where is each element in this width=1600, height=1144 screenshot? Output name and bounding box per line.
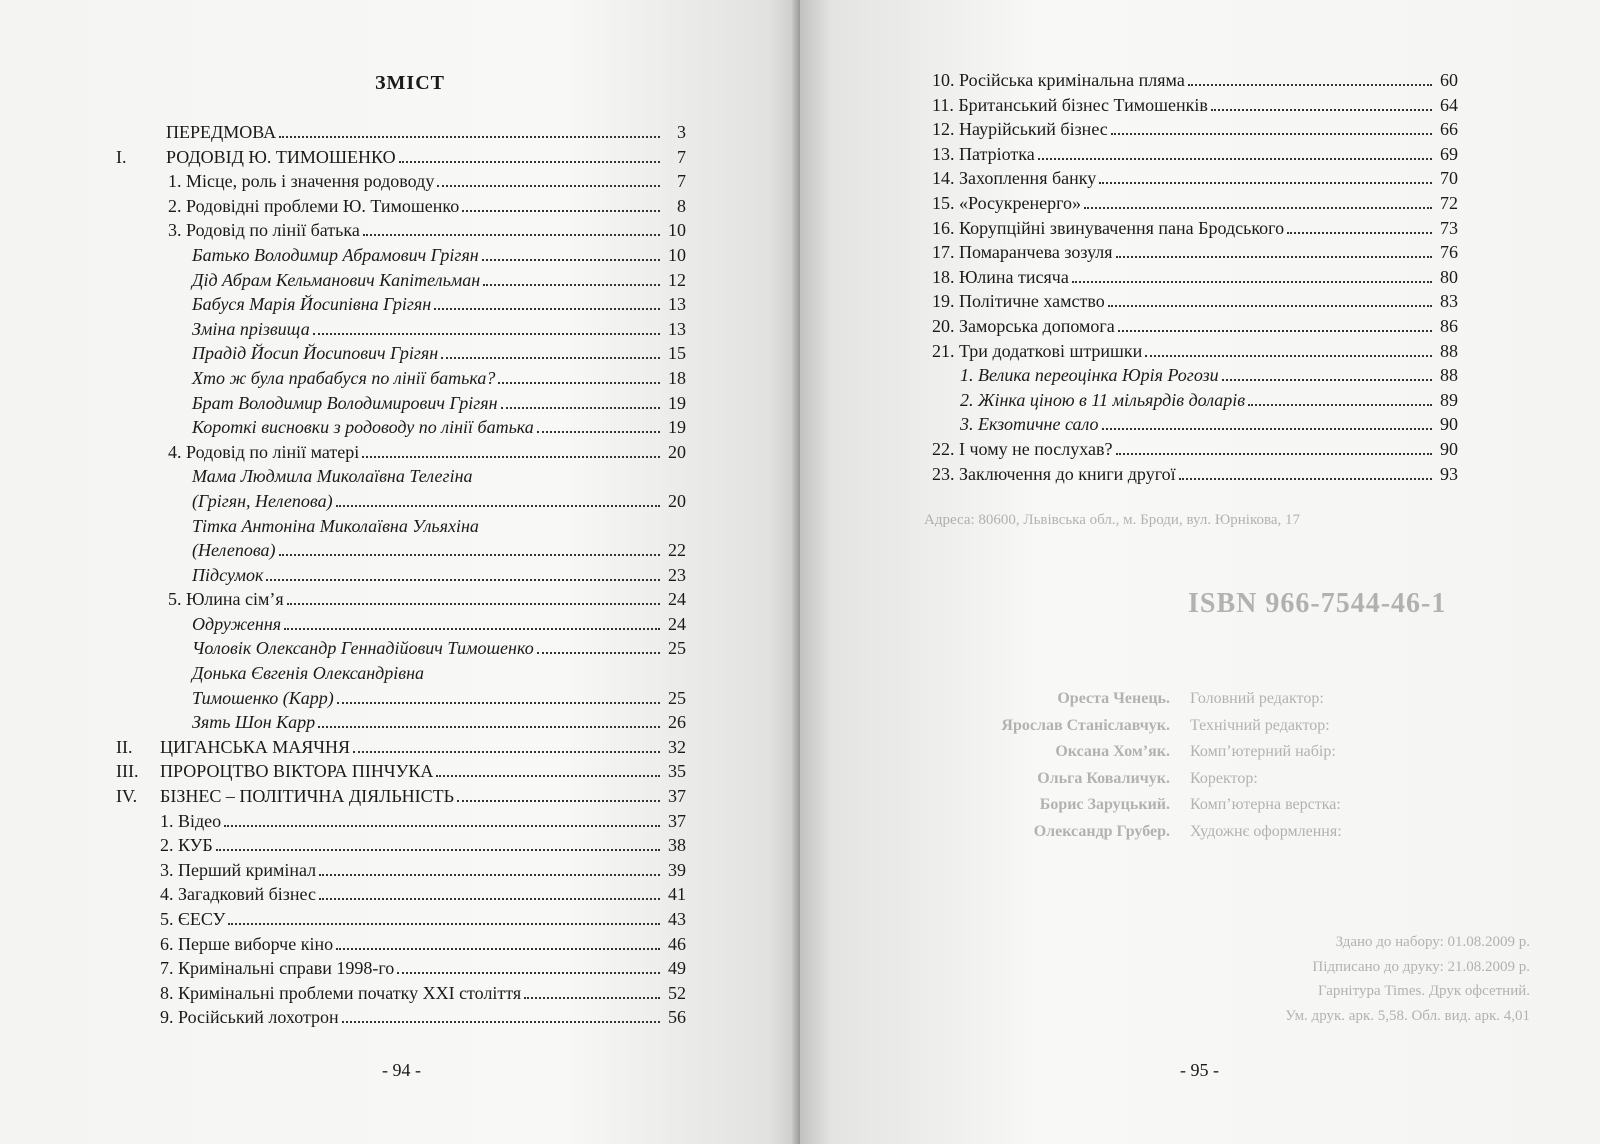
- credit-role: Коректор:: [1190, 769, 1258, 787]
- toc-entry-title: 21. Три додаткові штришки: [932, 340, 1143, 361]
- toc-entry-page: 25: [668, 638, 686, 659]
- toc-leader-dots: [336, 505, 660, 507]
- toc-leader-dots: [462, 210, 660, 212]
- toc-entry-title: 1. Відео: [160, 810, 222, 831]
- toc-entry: [116, 391, 686, 416]
- toc-entry-title: 5. ЄЕСУ: [160, 909, 226, 929]
- toc-entry: [116, 292, 686, 317]
- credit-row: [940, 686, 1440, 713]
- toc-entry-page: 56: [668, 1007, 686, 1028]
- toc-entry: [116, 956, 686, 981]
- toc-leader-dots: [1111, 133, 1432, 135]
- toc-entry-title: Мама Людмила Миколаївна Телегіна: [192, 466, 473, 487]
- imprint-credits: [940, 686, 1440, 846]
- toc-leader-dots: [537, 652, 660, 654]
- toc-leader-dots: [336, 948, 660, 950]
- toc-entry-title: Донька Євгенія Олександрівна: [192, 663, 425, 684]
- toc-entry: [932, 117, 1458, 142]
- toc-entry: [932, 240, 1458, 265]
- credit-role: Головний редактор:: [1190, 690, 1324, 707]
- publication-line: Підписано до друку: 21.08.2009 р.: [1312, 958, 1530, 975]
- toc-entry-title: Бабуся Марія Йосипівна Грігян: [192, 294, 432, 315]
- credit-person: Борис Заруцький.: [1039, 796, 1170, 814]
- toc-entry-title: 19. Політичне хамство: [932, 291, 1105, 312]
- toc-entry-title: 3. Перший кримінал: [160, 859, 317, 880]
- toc-entry: [932, 339, 1458, 364]
- toc-leader-dots: [313, 333, 660, 335]
- toc-entry-page: 60: [1440, 70, 1458, 90]
- toc-entry-page: 37: [668, 810, 686, 831]
- credit-role: Художнє оформлення:: [1190, 822, 1342, 840]
- toc-entry-page: 7: [677, 146, 686, 167]
- toc-leader-dots: [1102, 428, 1432, 430]
- toc-leader-dots: [1038, 158, 1432, 160]
- toc-entry-title: 4. Родовід по лінії матері: [168, 441, 360, 462]
- toc-leader-dots: [434, 308, 660, 310]
- credit-row: [940, 739, 1440, 766]
- toc-entry: [116, 145, 686, 170]
- toc-entry-number: I.: [116, 146, 127, 167]
- toc-entry: [116, 636, 686, 661]
- right-page: [800, 0, 1600, 1144]
- toc-entry-page: 3: [677, 122, 686, 142]
- toc-entry-page: 49: [668, 958, 686, 979]
- toc-entry-title: ПРОРОЦТВО ВІКТОРА ПІНЧУКА: [160, 761, 434, 782]
- toc-entry-title: 18. Юлина тисяча: [932, 266, 1069, 287]
- toc-entry-number: III.: [116, 761, 139, 782]
- toc-entry-title: 7. Кримінальні справи 1998-го: [160, 958, 395, 979]
- toc-leader-dots: [224, 825, 660, 827]
- toc-leader-dots: [483, 284, 660, 286]
- toc-entry-page: 23: [668, 564, 686, 585]
- toc-entry-title: Хто ж була прабабуся по лінії батька?: [192, 367, 496, 388]
- toc-leader-dots: [1116, 256, 1432, 258]
- toc-entry: [116, 194, 686, 219]
- toc-entry-page: 70: [1440, 168, 1458, 189]
- toc-leader-dots: [537, 431, 660, 433]
- toc-entry: [116, 686, 686, 711]
- credit-role: Комп’ютерна верстка:: [1190, 796, 1341, 814]
- toc-entry-title: РОДОВІД Ю. ТИМОШЕНКО: [166, 146, 396, 167]
- toc-entry-page: 20: [668, 441, 686, 462]
- toc-entry-page: 35: [668, 761, 686, 782]
- toc-entry-title: Дід Абрам Кельманович Капітельман: [192, 269, 481, 290]
- credit-person: Ореста Ченець.: [1057, 690, 1170, 707]
- toc-leader-dots: [216, 849, 660, 851]
- toc-leader-dots: [436, 775, 660, 777]
- toc-entry-page: 18: [668, 367, 686, 388]
- toc-entry: [116, 218, 686, 243]
- toc-entry-title: ЦИГАНСЬКА МАЯЧНЯ: [160, 736, 351, 757]
- toc-leader-dots: [318, 726, 660, 728]
- toc-entry: [932, 314, 1458, 339]
- toc-entry-page: 8: [677, 195, 686, 216]
- toc-entry-title: 6. Перше виборче кіно: [160, 933, 334, 954]
- toc-entry-page: 32: [668, 736, 686, 757]
- toc-entry: [932, 142, 1458, 167]
- toc-entry: [116, 169, 686, 194]
- toc-entry: [932, 166, 1458, 191]
- toc-leader-dots: [1287, 232, 1432, 234]
- toc-entry-page: 64: [1440, 94, 1458, 115]
- toc-entry-page: 20: [668, 490, 686, 511]
- toc-leader-dots: [284, 628, 660, 630]
- toc-entry: [116, 464, 686, 489]
- toc-entry-number: IV.: [116, 786, 138, 807]
- toc-leader-dots: [342, 1021, 660, 1023]
- toc-entry: [116, 809, 686, 834]
- toc-entry-page: 15: [668, 343, 686, 364]
- toc-entry: [932, 68, 1458, 93]
- toc-entry-page: 43: [668, 909, 686, 929]
- toc-entry: [116, 341, 686, 366]
- toc-entry-title: 8. Кримінальні проблеми початку XXI століття: [160, 982, 522, 1003]
- toc-leader-dots: [1072, 281, 1432, 283]
- toc-entry: [932, 216, 1458, 241]
- toc-entry-title: Тітка Антоніна Миколаївна Ульяхіна: [192, 515, 479, 536]
- toc-entry: [932, 437, 1458, 462]
- toc-entry-page: 13: [668, 294, 686, 315]
- toc-entry: [116, 882, 686, 907]
- publication-line: Здано до набору: 01.08.2009 р.: [1335, 934, 1530, 950]
- toc-leader-dots: [1118, 330, 1432, 332]
- toc-entry: [116, 120, 686, 145]
- toc-entry: [932, 265, 1458, 290]
- toc-entry-page: 7: [677, 171, 686, 192]
- toc-entry-page: 41: [668, 884, 686, 905]
- toc-entry-page: 22: [668, 540, 686, 561]
- toc-entry: [116, 981, 686, 1006]
- toc-leader-dots: [498, 382, 660, 384]
- toc-entry-page: 10: [668, 244, 686, 265]
- toc-entry-page: 88: [1440, 340, 1458, 361]
- toc-entry-title: БІЗНЕС – ПОЛІТИЧНА ДІЯЛЬНІСТЬ: [160, 786, 454, 807]
- toc-entry-page: 66: [1440, 119, 1458, 140]
- toc-leader-dots: [1116, 453, 1432, 455]
- toc-entry: [932, 388, 1458, 413]
- toc-entry: [116, 612, 686, 637]
- toc-entry: [116, 661, 686, 686]
- toc-entry-page: 72: [1440, 192, 1458, 213]
- toc-entry: [116, 366, 686, 391]
- toc-leader-dots: [501, 407, 660, 409]
- toc-entry: [932, 289, 1458, 314]
- toc-entry: [116, 907, 686, 932]
- toc-entry-page: 90: [1440, 414, 1458, 435]
- toc-entry-title: Одруження: [192, 613, 282, 634]
- toc-leader-dots: [362, 456, 660, 458]
- toc-entry: [116, 268, 686, 293]
- toc-entry-title: (Нелепова): [192, 540, 276, 561]
- toc-entry-title: 22. І чому не послухав?: [932, 438, 1113, 459]
- toc-entry-title: (Грігян, Нелепова): [192, 490, 333, 511]
- toc-entry-title: 1. Велика переоцінка Юрія Рогози: [960, 365, 1219, 386]
- toc-entry-title: Батько Володимир Абрамович Грігян: [192, 244, 479, 265]
- toc-leader-dots: [279, 554, 660, 556]
- toc-entry-title: 10. Російська кримінальна пляма: [932, 70, 1185, 90]
- toc-leader-dots: [287, 603, 660, 605]
- toc-entry-page: 26: [668, 712, 686, 733]
- toc-entry-page: 19: [668, 392, 686, 413]
- toc-entry-title: 3. Екзотичне сало: [960, 414, 1099, 435]
- toc-entry-page: 12: [668, 269, 686, 290]
- toc-entry-page: 73: [1440, 217, 1458, 238]
- toc-entry-title: 14. Захоплення банку: [932, 168, 1097, 189]
- toc-entry-page: 38: [668, 835, 686, 856]
- toc-leader-dots: [437, 185, 660, 187]
- toc-entry-page: 46: [668, 933, 686, 954]
- toc-entry-title: 17. Помаранчева зозуля: [932, 242, 1113, 263]
- toc-entry-page: 52: [668, 982, 686, 1003]
- toc-entry-page: 13: [668, 318, 686, 339]
- toc-entry-title: 23. Заключення до книги другої: [932, 463, 1176, 484]
- toc-leader-dots: [279, 136, 660, 138]
- toc-list-right: [932, 68, 1458, 486]
- toc-list-left: [116, 120, 686, 1030]
- credit-role: Комп’ютерний набір:: [1190, 743, 1336, 761]
- toc-entry: [932, 363, 1458, 388]
- toc-entry-title: 2. Жінка ціною в 11 мільярдів доларів: [960, 389, 1246, 410]
- toc-entry-page: 37: [668, 786, 686, 807]
- toc-entry-page: 25: [668, 687, 686, 708]
- toc-leader-dots: [353, 751, 660, 753]
- toc-entry-title: 12. Наурійський бізнес: [932, 119, 1108, 140]
- toc-entry-title: 5. Юлина сім’я: [168, 589, 284, 610]
- toc-entry-title: 11. Британський бізнес Тимошенків: [932, 94, 1208, 115]
- toc-entry-title: 20. Заморська допомога: [932, 315, 1115, 336]
- toc-entry-title: 2. КУБ: [160, 835, 213, 856]
- toc-entry: [116, 932, 686, 957]
- toc-leader-dots: [337, 702, 660, 704]
- toc-entry: [116, 735, 686, 760]
- credit-role: Технічний редактор:: [1190, 716, 1330, 734]
- page-number-right: - 95 -: [1180, 1060, 1219, 1080]
- toc-leader-dots: [1099, 182, 1432, 184]
- toc-leader-dots: [363, 234, 660, 236]
- toc-entry-title: 2. Родовідні проблеми Ю. Тимошенко: [168, 195, 460, 216]
- toc-entry: [116, 415, 686, 440]
- toc-entry-title: 13. Патріотка: [932, 143, 1035, 164]
- credit-person: Оксана Хом’як.: [1055, 743, 1170, 761]
- publication-line: Гарнітура Times. Друк офсетний.: [1317, 983, 1530, 999]
- toc-entry: [116, 563, 686, 588]
- toc-entry: [116, 710, 686, 735]
- toc-leader-dots: [1211, 109, 1432, 111]
- credit-row: [940, 713, 1440, 740]
- toc-entry: [116, 317, 686, 342]
- toc-entry-title: Чоловік Олександр Геннадійович Тимошенко: [192, 638, 534, 659]
- toc-leader-dots: [1084, 207, 1432, 209]
- toc-entry: [116, 243, 686, 268]
- toc-entry: [116, 1005, 686, 1030]
- toc-title: ЗМІСТ: [375, 72, 445, 94]
- toc-leader-dots: [319, 898, 660, 900]
- page-number-left: - 94 -: [382, 1060, 421, 1080]
- toc-leader-dots: [441, 357, 660, 359]
- toc-entry-title: 3. Родовід по лінії батька: [168, 220, 360, 241]
- publication-line: Ум. друк. арк. 5,58. Обл. вид. арк. 4,01: [1285, 1007, 1530, 1024]
- toc-entry-page: 88: [1440, 365, 1458, 386]
- toc-entry: [116, 587, 686, 612]
- toc-entry-title: Зміна прізвища: [192, 318, 310, 339]
- toc-entry-title: 9. Російський лохотрон: [160, 1007, 339, 1028]
- toc-leader-dots: [266, 579, 660, 581]
- credit-person: Ярослав Станіславчук.: [1001, 716, 1170, 734]
- toc-entry-page: 19: [668, 417, 686, 438]
- toc-entry-title: Тимошенко (Карр): [192, 687, 334, 708]
- toc-entry: [116, 759, 686, 784]
- toc-entry-title: Прадід Йосип Йосипович Грігян: [192, 343, 439, 364]
- toc-leader-dots: [1248, 404, 1432, 406]
- toc-entry-number: II.: [116, 736, 133, 757]
- toc-leader-dots: [482, 259, 660, 261]
- toc-leader-dots: [1179, 478, 1432, 480]
- toc-entry-title: 4. Загадковий бізнес: [160, 884, 316, 905]
- toc-entry-page: 90: [1440, 438, 1458, 459]
- toc-entry-title: Короткі висновки з родоводу по лінії батька: [192, 417, 534, 438]
- toc-entry-page: 24: [668, 589, 686, 610]
- toc-leader-dots: [228, 923, 660, 925]
- toc-entry: [932, 412, 1458, 437]
- credit-row: [940, 766, 1440, 793]
- toc-entry-page: 83: [1440, 291, 1458, 312]
- toc-entry-title: 16. Корупційні звинувачення пана Бродського: [932, 217, 1285, 238]
- toc-entry-page: 93: [1440, 463, 1458, 484]
- credit-person: Ольга Коваличук.: [1037, 769, 1170, 787]
- toc-entry: [116, 514, 686, 539]
- toc-entry-title: 1. Місце, роль і значення родоводу: [168, 171, 435, 192]
- toc-entry-title: Зять Шон Карр: [192, 712, 316, 733]
- imprint-address: Адреса: 80600, Львівська обл., м. Броди, вул. Юрнікова, 17: [924, 512, 1301, 528]
- toc-entry: [932, 191, 1458, 216]
- toc-leader-dots: [1108, 305, 1432, 307]
- toc-entry-page: 10: [668, 220, 686, 241]
- imprint-publication-info: [1130, 930, 1530, 1028]
- toc-leader-dots: [397, 972, 660, 974]
- credit-row: [940, 819, 1440, 846]
- toc-leader-dots: [399, 161, 660, 163]
- toc-entry-page: 89: [1440, 389, 1458, 410]
- toc-entry-title: 15. «Росукренерго»: [932, 192, 1082, 213]
- toc-entry-title: ПЕРЕДМОВА: [166, 122, 277, 142]
- toc-entry: [932, 462, 1458, 487]
- imprint-isbn: ISBN 966-7544-46-1: [1188, 588, 1447, 619]
- toc-leader-dots: [1145, 355, 1432, 357]
- toc-entry-page: 76: [1440, 242, 1458, 263]
- toc-entry-page: 39: [668, 859, 686, 880]
- toc-entry: [116, 784, 686, 809]
- toc-leader-dots: [457, 800, 660, 802]
- credit-row: [940, 792, 1440, 819]
- toc-entry-page: 86: [1440, 315, 1458, 336]
- toc-entry-title: Підсумок: [192, 564, 264, 585]
- toc-leader-dots: [524, 997, 660, 999]
- toc-leader-dots: [1188, 84, 1432, 86]
- toc-leader-dots: [319, 874, 660, 876]
- toc-entry: [116, 858, 686, 883]
- credit-person: Олександр Грубер.: [1033, 822, 1170, 840]
- toc-entry-page: 24: [668, 613, 686, 634]
- toc-leader-dots: [1222, 379, 1432, 381]
- toc-entry: [116, 833, 686, 858]
- toc-entry-title: Брат Володимир Володимирович Грігян: [192, 392, 498, 413]
- toc-entry: [116, 440, 686, 465]
- toc-entry-page: 80: [1440, 266, 1458, 287]
- toc-entry: [932, 93, 1458, 118]
- toc-entry: [116, 538, 686, 563]
- toc-entry-page: 69: [1440, 143, 1458, 164]
- toc-entry: [116, 489, 686, 514]
